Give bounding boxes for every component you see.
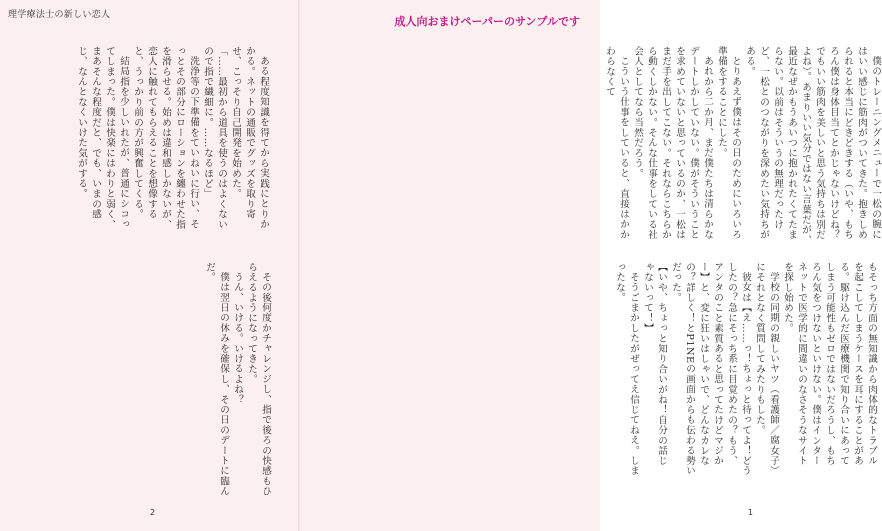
paragraph: 僕は翌日の休みを確保し、その日のデートに臨んだ。 bbox=[204, 262, 229, 496]
paragraph: こういう仕事をしていると、直接はかかわらなくて bbox=[604, 46, 629, 240]
running-head: 理学療法士の新しい恋人 bbox=[8, 10, 111, 20]
paragraph: ある程度知識を得てから実践にとりかかる。ネットの通販でグッズを取り寄せ、こっそり自己開発を始めた。 bbox=[230, 46, 269, 229]
paragraph: うん、いける。いけるよね？ bbox=[232, 271, 243, 405]
paragraph: そうごまかしたがぜってえ信じてねえ。しまったな。 bbox=[614, 262, 639, 476]
paragraph: 学校の同期の親しいヤツ（看護師／腐女子）にそれとなく質問してみたりもした。 bbox=[754, 262, 779, 476]
left-page bbox=[0, 0, 300, 531]
paragraph: 僕のトレーニングメニューで一松の腕にはいい感じに筋肉がついてきた。抱きしめられると本当にどきどきする（いや、もちろん僕は身体目当てとかじゃないけどね？ でもいい筋肉を美しいと思う気持ちは別だよね）。あまりいい気分ではない言葉だが、最近なぜかもうあいつに抱かれたくてたまらない。以前はそういうの無理だったけど、一松とのつながりを深めたい気持ちがある。 bbox=[744, 46, 881, 251]
right-top-text-block bbox=[604, 46, 882, 251]
paragraph: 彼女は【え……っ！ちょっと待ってよ！どうしたの？急にそっち系に目覚めたの？もう、アンタのこと素質あると思ってたけどマジかー】と、変に狂いはしゃいで、どんなカレなの？詳しく！とP1NEの画面からも伝わる勢いだった。 bbox=[670, 262, 751, 476]
paragraph: あれから二か月、まだ僕たちは清らかなデートしかしていない。僕がそういうことを求めていないと思っているのか、一松はまだ手を出してこない。それならこちらから動くしかない。そんな仕事をしている社会人としてなら当然だろう。 bbox=[632, 46, 713, 240]
page-number: 2 bbox=[150, 508, 156, 517]
left-bottom-text-block bbox=[148, 262, 272, 502]
paragraph: もそっち方面の無知識から肉体的なトラブルを起こしてしまうケースを耳にすることがある。駆け込んだ医療機関で知り合いにあってしまう可能性もゼロではないだろうし、もちろん気をつけないといけない。僕はインターネットで医学的に間違いのなさそうなサイトを探し始めた。 bbox=[782, 262, 877, 466]
left-top-text-block bbox=[22, 46, 270, 238]
paragraph: 「……最初から道具を使うのはよくないので指で繊細に。……なるほど」 bbox=[202, 46, 227, 230]
paragraph: 洗浄等の下準備をていねいに行い、そっとその部分にローションを纏わせた指を滑らせる。始めは違和感しかないが、恋人に触れてもらえることを想像すると、うっかり前の方が興奮してくる。 bbox=[132, 46, 199, 230]
right-bottom-text-block bbox=[614, 262, 878, 476]
paragraph: 【いや、ちょっと知り合いがね！自分の話じゃないって！】 bbox=[642, 262, 667, 466]
sample-notice: 成人向おまけペーパーのサンプルです bbox=[394, 15, 580, 28]
right-page bbox=[300, 0, 881, 531]
paragraph: その後何度かチャレンジし、指で後ろの快感もひらえるようになってきた。 bbox=[246, 262, 271, 496]
page-number: 1 bbox=[748, 508, 754, 517]
paragraph: 結局指を少しいれたが、普通にシコってしまった。僕は快楽にはわりと弱く、まあそんな程度だと、でも、いまの感じ、なんとなくいけた気がする。 bbox=[76, 46, 129, 230]
paragraph: とりあえず僕はその日のためにいろいろ準備をすることにした。 bbox=[716, 46, 741, 240]
